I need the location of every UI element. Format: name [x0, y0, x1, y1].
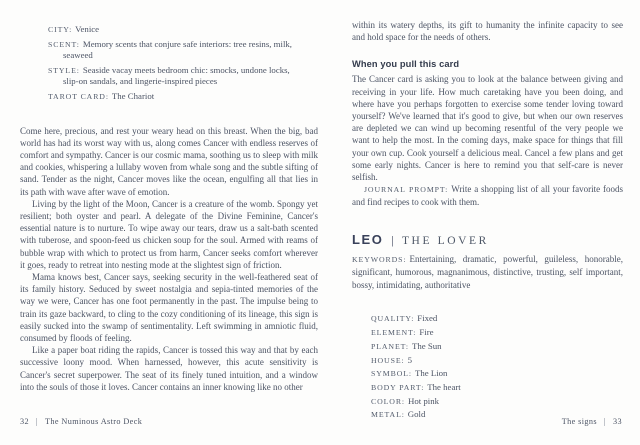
attr-house-value: 5	[407, 354, 412, 365]
meta-tarot-card-value: The Chariot	[111, 91, 155, 102]
leo-attributes-list	[371, 312, 623, 422]
meta-style-label: STYLE:	[48, 66, 80, 76]
meta-scent	[48, 39, 318, 62]
attr-planet	[371, 340, 623, 354]
meta-style	[48, 65, 318, 88]
attr-metal-label: METAL:	[371, 410, 405, 420]
attr-symbol-label: SYMBOL:	[371, 369, 412, 379]
meta-city-value: Venice	[75, 24, 100, 34]
meta-city	[48, 24, 318, 35]
meta-style-value: Seaside vacay meets bedroom chic: smocks, undone locks,	[82, 65, 290, 76]
attr-symbol-value: The Lion	[414, 368, 448, 379]
leo-section-heading	[352, 232, 623, 248]
cancer-meta-list	[48, 24, 318, 103]
attr-body-part-value: The heart	[427, 381, 461, 392]
attr-body-part	[371, 381, 623, 395]
meta-scent-label: SCENT:	[48, 39, 80, 49]
leo-keywords-text: Entertaining, dramatic, powerful, guileless, honorable, significant, humorous, magnanimous, distinctive, trusting, self important, bossy, intimidating, authoritative	[352, 253, 623, 290]
meta-scent-value-cont: seaweed	[63, 50, 93, 61]
paragraph-2: Living by the light of the Moon, Cancer is a creature of the womb. Spongy yet resilient; both oyster and pearl. A delegate of the Divine Feminine, Cancer's essential nature is to nurture. To wipe away our tears, draw us a salt-bath scented with tuberose, and spoon-feed us chicken soup for the soul. Armed with reams of bubble wrap with which to protect us from harm, Cancer seeks comfort wherever it goes, ready to retreat into nesting mode at the slightest sign of friction.	[20, 198, 318, 270]
page-number-right: 33	[613, 417, 622, 426]
leo-epithet: THE LOVER	[401, 234, 489, 247]
page-right-leo	[352, 0, 623, 422]
leo-keywords	[352, 253, 623, 292]
meta-scent-value: Memory scents that conjure safe interiors: tree resins, milk,	[82, 38, 292, 49]
footer-right	[562, 417, 622, 426]
chapter-title: The signs	[561, 417, 597, 426]
attr-quality-value: Fixed	[417, 313, 438, 324]
attr-color	[371, 395, 623, 409]
footer-divider: |	[36, 417, 39, 426]
footer-left	[20, 417, 142, 426]
attr-element-label: ELEMENT:	[371, 328, 417, 338]
leo-keywords-label: KEYWORDS:	[352, 254, 407, 264]
attr-symbol	[371, 367, 623, 381]
attr-house-label: HOUSE:	[371, 355, 405, 365]
attr-color-value: Hot pink	[408, 395, 440, 406]
attr-planet-value: The Sun	[411, 340, 442, 351]
page-number-left: 32	[20, 417, 29, 426]
leo-sign-name: LEO	[352, 231, 384, 247]
attr-color-label: COLOR:	[371, 396, 405, 406]
attr-metal-value: Gold	[407, 409, 426, 420]
journal-prompt	[352, 183, 623, 208]
attr-body-part-label: BODY PART:	[371, 382, 425, 392]
attr-planet-label: PLANET:	[371, 341, 409, 351]
meta-style-value-cont: slip-on sandals, and lingerie-inspired pieces	[63, 76, 218, 87]
journal-prompt-label: JOURNAL PROMPT:	[364, 185, 449, 195]
cancer-body-text	[20, 125, 318, 393]
heading-divider: |	[391, 232, 394, 247]
meta-city-label: CITY:	[48, 25, 73, 34]
meta-tarot-card-label: TAROT CARD:	[48, 92, 109, 102]
book-title: The Numinous Astro Deck	[45, 417, 143, 426]
cancer-continuation-paragraph: within its watery depths, its gift to humanity the infinite capacity to see and hold space for the needs of others.	[352, 20, 623, 43]
attr-element	[371, 326, 623, 340]
paragraph-3: Mama knows best, Cancer says, seeking security in the well-feathered seat of its family history. Seduced by sweet nostalgia and sepia-tinted memories of the way we were, Cancer has one foot permanently in the past. The impulse being to train its gaze backward, to cling to the cozy conditioning of its lineage, this sign is easily sucked into the swamp of sentimentality. Left swimming in amniotic fluid, consumed by floods of feeling.	[20, 272, 318, 344]
paragraph-1: Come here, precious, and rest your weary head on this breast. When the big, bad world has had its worst way with us, along comes Cancer with endless reserves of comfort and sympathy. Cancer is our cosmic mama, soothing us to sleep with milk and cookies, whispering a lullaby woven from whale song and the subtle sifting of sand. Tender as the night, Cancer moves like the ocean, engulfing all that lies in its path with wave after wave of emotion.	[20, 125, 318, 197]
journal-prompt-text: Write a shopping list of all your favorite foods and find recipes to cook with them.	[352, 184, 623, 208]
pull-card-heading: When you pull this card	[352, 59, 460, 70]
footer-divider: |	[603, 417, 606, 426]
meta-tarot-card	[48, 91, 318, 102]
pull-card-body: The Cancer card is asking you to look at the balance between giving and receiving in your life. How much caretaking have you been doing, and where have you perhaps forgotten to exercise some tender loving toward yourself? We've learned that it's good to give, but when our own reserves are depleted we can wind up becoming resentful of the very people we want to help the most. In the coming days, make space for things that fill your own cup. Cook yourself a delicious meal. Cancel a few plans and get some early nights. Cancer is here to remind you that self-care is never selfish.	[352, 74, 623, 183]
attr-quality-label: QUALITY:	[371, 314, 415, 324]
paragraph-4: Like a paper boat riding the rapids, Cancer is tossed this way and that by each successive loony mood. When harnessed, however, this acute sensitivity is Cancer's secret superpower. The seat of its finely tuned intuition, and a window into the souls of those it loves. Cancer contains an inner knowing like no other	[20, 345, 318, 392]
attr-quality	[371, 312, 623, 326]
attr-house	[371, 354, 623, 368]
page-left-cancer	[20, 0, 318, 393]
attr-element-value: Fire	[419, 327, 434, 338]
